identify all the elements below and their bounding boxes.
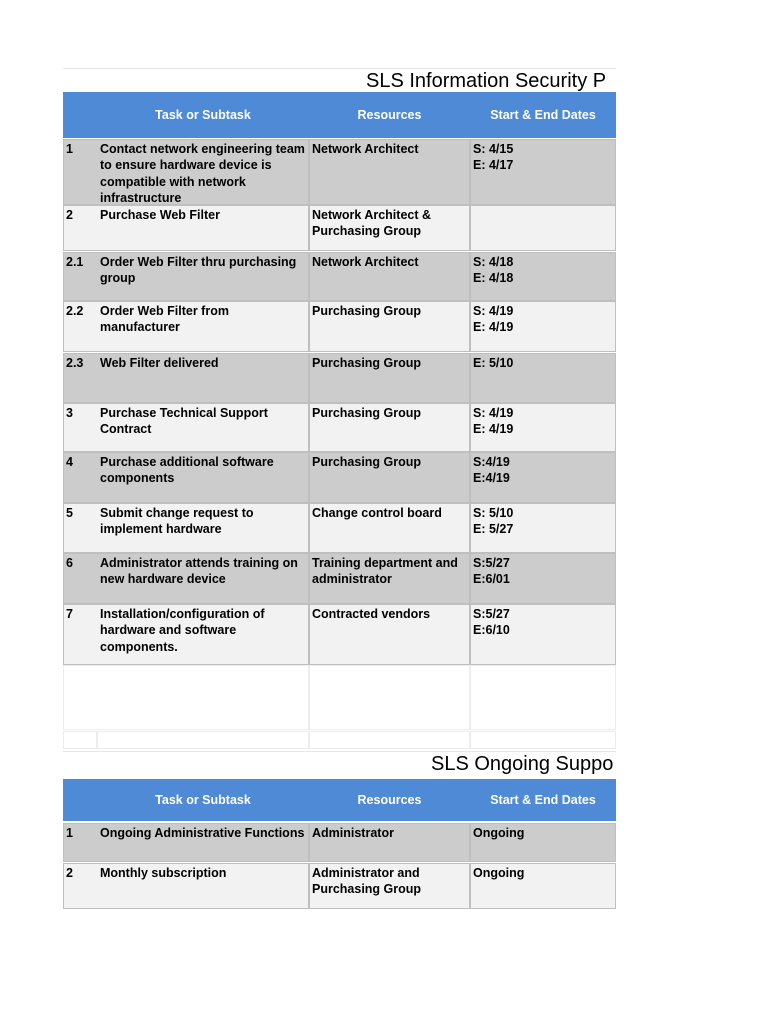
- row-number: 2: [63, 205, 97, 251]
- row-number: 7: [63, 604, 97, 665]
- dates-cell: [470, 252, 616, 301]
- date-value: S: 4/19: [473, 304, 514, 318]
- date-value: S: 4/19: [473, 406, 514, 420]
- dates-cell: [470, 503, 616, 553]
- resources-cell: Network Architect & Purchasing Group: [309, 205, 470, 251]
- date-value: S: 4/18: [473, 255, 514, 269]
- blank-row: [63, 731, 616, 749]
- table-row: [63, 353, 616, 403]
- task-cell: Administrator attends training on new hardware device: [97, 553, 309, 604]
- date-value: S:5/27: [473, 556, 510, 570]
- resources-cell: Contracted vendors: [309, 604, 470, 665]
- task-cell: Web Filter delivered: [97, 353, 309, 403]
- dates-cell: [470, 205, 616, 251]
- dates-cell: [470, 452, 616, 503]
- header-resources: Resources: [357, 793, 422, 807]
- date-value: E: 4/17: [473, 158, 514, 173]
- row-number: 2.3: [63, 353, 97, 403]
- date-value: E:6/10: [473, 623, 510, 638]
- section1-header-row: [63, 92, 616, 138]
- row-number: 1: [63, 823, 97, 862]
- header-task: Task or Subtask: [155, 793, 251, 807]
- section1-title-row: [63, 68, 616, 93]
- section2-header-row: [63, 779, 616, 821]
- date-value: E: 4/19: [473, 320, 514, 335]
- task-cell: Purchase Technical Support Contract: [97, 403, 309, 452]
- dates-cell: [470, 553, 616, 604]
- dates-cell: [470, 353, 616, 403]
- date-value: E:6/01: [473, 572, 510, 587]
- task-cell: Order Web Filter thru purchasing group: [97, 252, 309, 301]
- date-value: E: 4/19: [473, 422, 514, 437]
- table-row: [63, 553, 616, 604]
- table-row: [63, 604, 616, 665]
- resources-cell: Purchasing Group: [309, 452, 470, 503]
- table-row: [63, 863, 616, 909]
- table-row: [63, 205, 616, 251]
- header-resources: Resources: [357, 108, 422, 122]
- date-value: S: 4/15: [473, 142, 514, 156]
- resources-cell: Network Architect: [309, 139, 470, 205]
- table-row: [63, 823, 616, 862]
- resources-cell: Administrator and Purchasing Group: [309, 863, 470, 909]
- task-cell: Submit change request to implement hardware: [97, 503, 309, 553]
- table-row: [63, 252, 616, 301]
- row-number: 2.1: [63, 252, 97, 301]
- resources-cell: Purchasing Group: [309, 403, 470, 452]
- task-cell: Contact network engineering team to ensure hardware device is compatible with network infrastructure: [97, 139, 309, 205]
- task-cell: Installation/configuration of hardware and software components.: [97, 604, 309, 665]
- dates-cell: [470, 301, 616, 352]
- row-number: 1: [63, 139, 97, 205]
- resources-cell: Training department and administrator: [309, 553, 470, 604]
- section2-title-row: [63, 751, 616, 776]
- row-number: 5: [63, 503, 97, 553]
- resources-cell: Change control board: [309, 503, 470, 553]
- table-row: [63, 403, 616, 452]
- header-task: Task or Subtask: [155, 108, 251, 122]
- date-value: E: 5/27: [473, 522, 514, 537]
- row-number: 2: [63, 863, 97, 909]
- header-dates: Start & End Dates: [490, 793, 596, 807]
- row-number: 3: [63, 403, 97, 452]
- row-number: 6: [63, 553, 97, 604]
- task-cell: Order Web Filter from manufacturer: [97, 301, 309, 352]
- dates-cell: [470, 403, 616, 452]
- date-value: E:4/19: [473, 471, 510, 486]
- date-value: E: 5/10: [473, 356, 514, 370]
- table-row: [63, 139, 616, 205]
- date-value: S: 5/10: [473, 506, 514, 520]
- row-number: 4: [63, 452, 97, 503]
- resources-cell: Administrator: [309, 823, 470, 862]
- dates-cell: [470, 823, 616, 862]
- resources-cell: Purchasing Group: [309, 301, 470, 352]
- date-value: S:5/27: [473, 607, 510, 621]
- resources-cell: Network Architect: [309, 252, 470, 301]
- row-number: 2.2: [63, 301, 97, 352]
- date-value: E: 4/18: [473, 271, 514, 286]
- task-cell: Purchase Web Filter: [97, 205, 309, 251]
- header-dates: Start & End Dates: [490, 108, 596, 122]
- dates-cell: [470, 139, 616, 205]
- task-cell: Ongoing Administrative Functions: [97, 823, 309, 862]
- table-row: [63, 503, 616, 553]
- task-cell: Monthly subscription: [97, 863, 309, 909]
- dates-cell: [470, 604, 616, 665]
- resources-cell: Purchasing Group: [309, 353, 470, 403]
- date-value: S:4/19: [473, 455, 510, 469]
- task-cell: Purchase additional software components: [97, 452, 309, 503]
- table-row: [63, 301, 616, 352]
- table-row: [63, 452, 616, 503]
- blank-row: [63, 665, 616, 730]
- date-value: Ongoing: [473, 826, 525, 840]
- dates-cell: [470, 863, 616, 909]
- date-value: Ongoing: [473, 866, 525, 880]
- section2-title: SLS Ongoing Suppo: [431, 753, 614, 775]
- section1-title: SLS Information Security P: [366, 70, 607, 92]
